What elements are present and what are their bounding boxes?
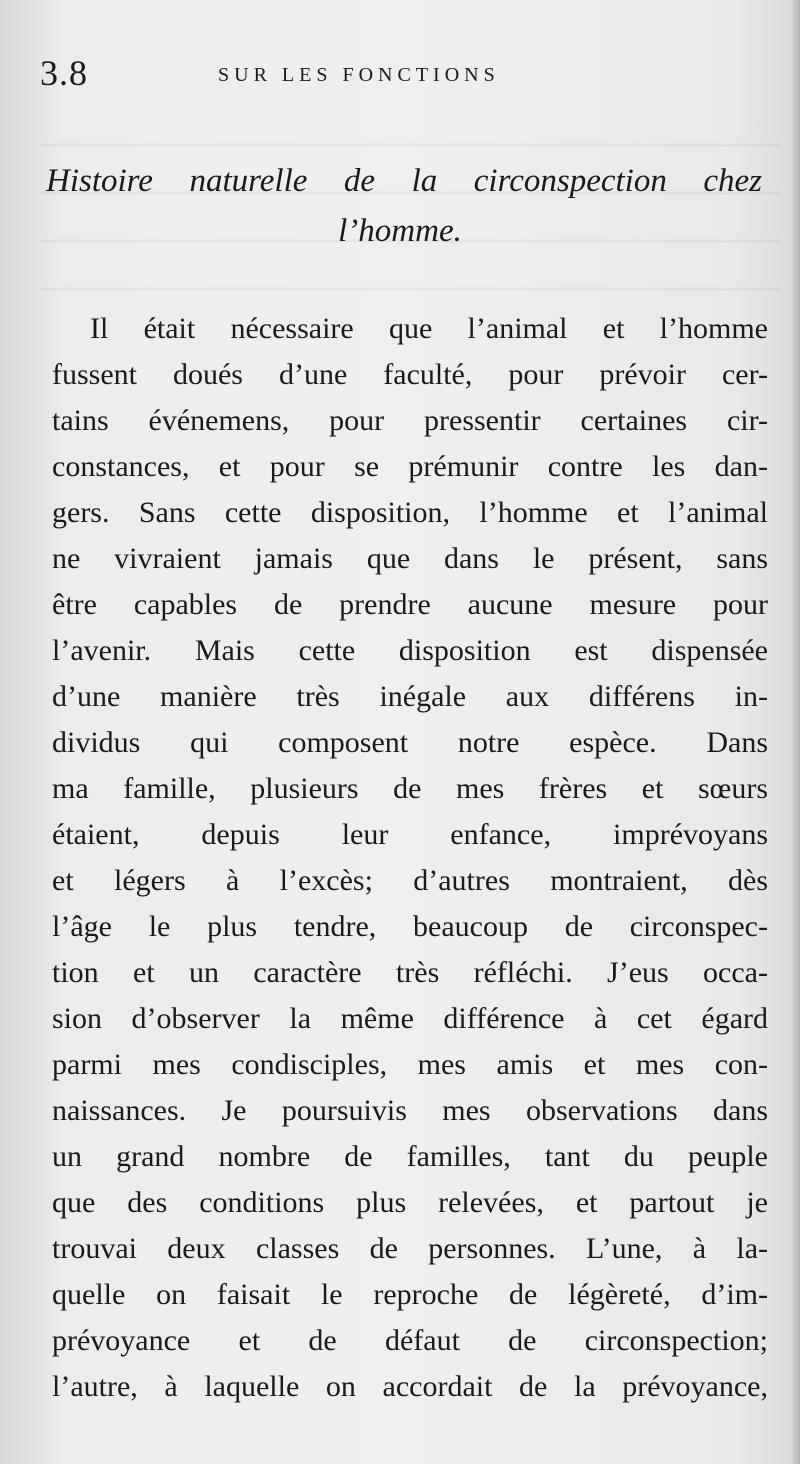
text-line: et légers à l’excès; d’autres montraient, dès (52, 864, 768, 897)
running-head: SUR LES FONCTIONS (218, 64, 500, 86)
page-number: 3.8 (40, 53, 88, 93)
text-line: gers. Sans cette disposition, l’homme et l’animal (52, 496, 768, 529)
text-line: l’autre, à laquelle on accordait de la prévoyance, (52, 1370, 768, 1403)
text-line: Il était nécessaire que l’animal et l’homme (90, 312, 768, 345)
text-line: d’une manière très inégale aux différens in- (52, 680, 768, 713)
text-line: que des conditions plus relevées, et partout je (52, 1186, 768, 1219)
text-line: tains événemens, pour pressentir certaines cir- (52, 404, 768, 437)
text-line: dividus qui composent notre espèce. Dans (52, 726, 768, 759)
text-line: constances, et pour se prémunir contre les dan- (52, 450, 768, 483)
text-line: fussent doués d’une faculté, pour prévoir cer- (52, 358, 768, 391)
text-line: prévoyance et de défaut de circonspection; (52, 1324, 768, 1357)
text-line: être capables de prendre aucune mesure pour (52, 588, 768, 621)
body-paragraph (52, 306, 768, 1410)
section-title-line-1: Histoire naturelle de la circonspection chez (46, 163, 762, 199)
text-line: trouvai deux classes de personnes. L’une, à la- (52, 1232, 768, 1265)
text-line: quelle on faisait le reproche de légèreté, d’im- (52, 1278, 768, 1311)
section-title-line-2: l’homme. (338, 213, 462, 249)
text-line: l’âge le plus tendre, beaucoup de circonspec- (52, 910, 768, 943)
text-line: étaient, depuis leur enfance, imprévoyans (52, 818, 768, 851)
text-line: parmi mes condisciples, mes amis et mes con- (52, 1048, 768, 1081)
page-header (40, 52, 760, 102)
text-line: l’avenir. Mais cette disposition est dispensée (52, 634, 768, 667)
text-line: sion d’observer la même différence à cet égard (52, 1002, 768, 1035)
text-line: un grand nombre de familles, tant du peuple (52, 1140, 768, 1173)
text-line: ne vivraient jamais que dans le présent, sans (52, 542, 768, 575)
text-line: ma famille, plusieurs de mes frères et sœurs (52, 772, 768, 805)
text-line: tion et un caractère très réfléchi. J’eus occa- (52, 956, 768, 989)
text-line: naissances. Je poursuivis mes observations dans (52, 1094, 768, 1127)
